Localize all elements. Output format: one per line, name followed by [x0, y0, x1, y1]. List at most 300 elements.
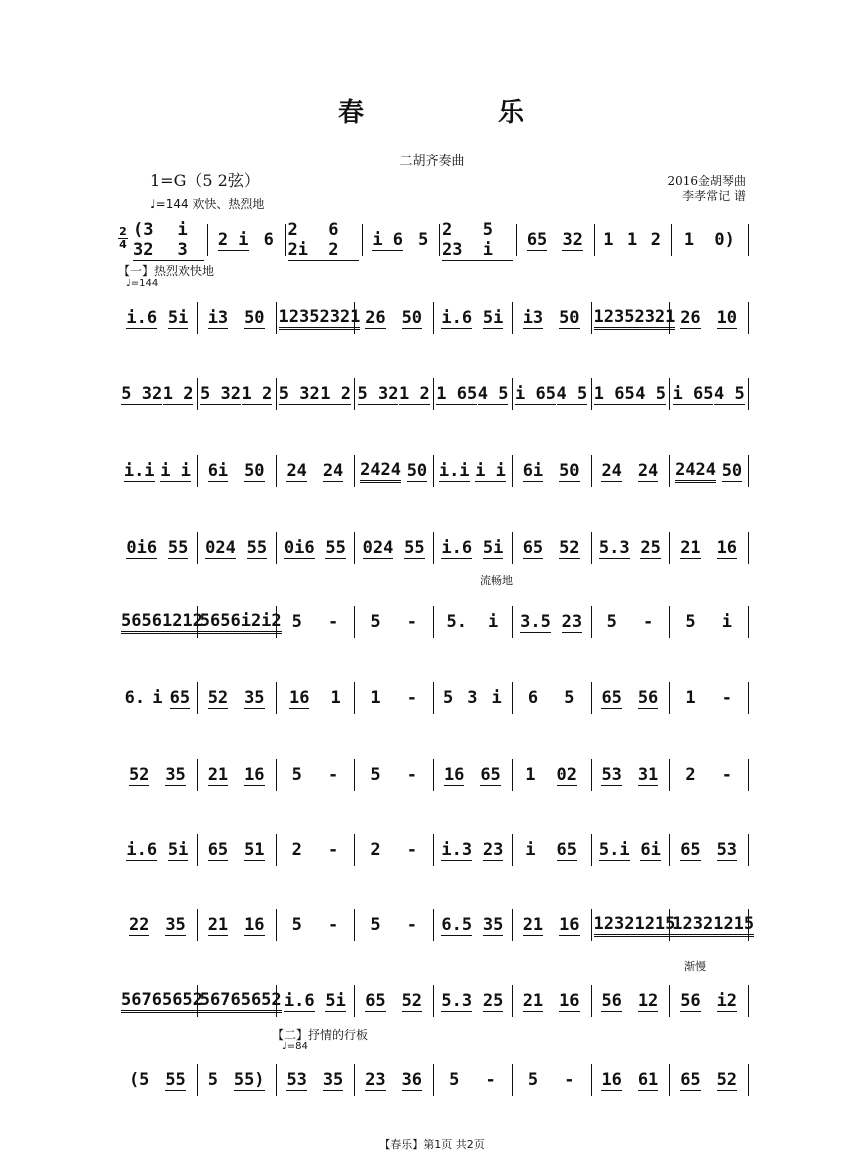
- bar-line: [748, 1064, 749, 1096]
- note-group: 0i6: [283, 537, 315, 558]
- note-group: 65: [680, 1069, 701, 1090]
- measure: [354, 536, 433, 560]
- note-group: 6.5: [441, 914, 473, 935]
- note-group: 2: [370, 840, 381, 860]
- subtitle: 二胡齐奏曲: [399, 154, 465, 169]
- note-group: 2 i: [217, 229, 249, 250]
- note-group: 1 2: [399, 383, 430, 404]
- measure: [118, 686, 197, 710]
- note-group: 35: [165, 764, 186, 785]
- measure: [433, 763, 512, 787]
- note-group: 21: [680, 537, 701, 558]
- score-row: [118, 453, 748, 493]
- note-group: 53: [286, 1069, 307, 1090]
- measure: [669, 536, 748, 560]
- measure: [207, 228, 284, 252]
- section-2-label: 【二】抒情的行板: [272, 1028, 369, 1042]
- note-group: 23: [561, 611, 583, 632]
- note-group: 50: [244, 307, 265, 328]
- note-group: i2: [716, 990, 738, 1011]
- measure: [354, 306, 433, 330]
- measure: [591, 306, 676, 330]
- note-group: 5i: [167, 307, 189, 328]
- note-group: -: [327, 840, 339, 860]
- note-group: 5i: [167, 839, 189, 860]
- measure: [354, 989, 433, 1013]
- measure: [197, 536, 276, 560]
- measure: [276, 459, 355, 483]
- note-group: 52: [559, 537, 580, 558]
- note-group: 1232: [594, 914, 635, 937]
- note-group: 31: [637, 764, 659, 785]
- measure: [433, 686, 512, 710]
- expression-flowing: 流畅地: [480, 574, 513, 587]
- measure: [591, 536, 670, 560]
- measure: [591, 763, 670, 787]
- score-row-notes: [118, 306, 748, 330]
- note-group: 5 32: [200, 383, 241, 404]
- measure: [512, 306, 591, 330]
- note-group: 52: [128, 764, 150, 785]
- note-group: 1215: [634, 914, 675, 937]
- bar-line: [748, 682, 749, 714]
- note-group: 22: [128, 914, 150, 935]
- note-group: 16: [559, 914, 580, 935]
- measure: [669, 838, 748, 862]
- expression-rit: 渐慢: [684, 960, 706, 973]
- measure: [354, 610, 433, 634]
- section-1-label: 【一】热烈欢快地: [118, 264, 215, 278]
- note-group: 1235: [279, 307, 320, 330]
- note-group: 5656: [121, 611, 162, 634]
- measure: [433, 1068, 512, 1092]
- note-group: i: [487, 612, 499, 632]
- note-group: i3: [207, 307, 229, 328]
- measure: [118, 610, 203, 634]
- note-group: i: [525, 840, 536, 860]
- note-group: 35: [482, 914, 504, 935]
- note-group: 0i6: [126, 537, 158, 558]
- note-group: 1: [627, 230, 638, 250]
- note-group: 25: [482, 990, 504, 1011]
- note-group: i.6: [441, 307, 473, 328]
- measure: [512, 536, 591, 560]
- note-group: 51: [244, 839, 265, 860]
- note-group: 55: [325, 537, 346, 558]
- note-group: 2 2i: [288, 220, 329, 261]
- note-group: 23: [365, 1069, 386, 1090]
- note-group: i.6: [283, 990, 315, 1011]
- note-group: 5: [291, 612, 302, 632]
- note-group: 50: [721, 460, 743, 481]
- note-group: 5 32: [357, 383, 399, 404]
- measure: [118, 838, 197, 862]
- measure: [591, 913, 676, 937]
- score-row-notes: [118, 536, 748, 560]
- measure: [276, 306, 361, 330]
- measure: [118, 1068, 197, 1092]
- measure: [197, 989, 282, 1013]
- measure: [354, 838, 433, 862]
- score-row: [118, 680, 748, 720]
- bar-line: [748, 759, 749, 791]
- note-group: 65: [680, 839, 701, 860]
- note-group: 2: [650, 230, 661, 250]
- page-footer: 【春乐】第1页 共2页: [379, 1138, 485, 1151]
- note-group: 26: [680, 307, 701, 328]
- note-group: -: [485, 1070, 496, 1090]
- note-group: 6i: [207, 460, 229, 481]
- note-group: 3.5: [520, 611, 551, 632]
- measure: [591, 1068, 670, 1092]
- note-group: 5 i: [483, 220, 514, 261]
- note-group: 024: [205, 537, 236, 558]
- note-group: 5.i: [598, 839, 630, 860]
- measure: [276, 686, 355, 710]
- note-group: 5: [291, 765, 302, 785]
- note-group: 50: [559, 307, 580, 328]
- measure: [439, 219, 516, 260]
- note-group: 5: [564, 688, 575, 708]
- note-group: i 65: [515, 383, 556, 404]
- measure: [594, 228, 671, 252]
- note-group: 56: [601, 990, 622, 1011]
- note-group: (3 32: [133, 220, 178, 261]
- measure: [276, 838, 355, 862]
- note-group: 36: [401, 1069, 423, 1090]
- note-group: 1: [685, 688, 696, 708]
- note-group: 50: [401, 307, 423, 328]
- measure: [433, 838, 512, 862]
- bar-line: [748, 302, 749, 334]
- score-row: [118, 219, 748, 262]
- measure: [512, 610, 591, 634]
- note-group: i.6: [126, 307, 158, 328]
- note-group: i 65: [672, 383, 714, 404]
- measure: [354, 1068, 433, 1092]
- note-group: 1235: [594, 307, 635, 330]
- measure: [512, 1068, 591, 1092]
- section-2-tempo: ♩=84: [282, 1041, 308, 1052]
- note-group: 024: [362, 537, 394, 558]
- note-group: 52: [716, 1069, 738, 1090]
- time-signature: [118, 226, 128, 251]
- note-group: 65: [207, 839, 229, 860]
- measure: [433, 536, 512, 560]
- note-group: 56: [637, 687, 659, 708]
- measure: [669, 686, 748, 710]
- note-group: i.3: [441, 839, 473, 860]
- note-group: 16: [244, 914, 265, 935]
- note-group: 5.3: [441, 990, 473, 1011]
- note-group: 5: [370, 612, 381, 632]
- note-group: -: [564, 1070, 575, 1090]
- measure: [354, 382, 433, 406]
- title-char-2: 乐: [497, 98, 526, 128]
- measure: [512, 763, 591, 787]
- transcriber-info: 李孝常记 谱: [682, 189, 746, 203]
- measure: [512, 382, 591, 406]
- note-group: -: [406, 915, 417, 935]
- note-group: 6: [263, 230, 274, 250]
- measure: [669, 382, 748, 406]
- note-group: 24: [286, 460, 307, 481]
- measure: [276, 763, 355, 787]
- note-group: 6 2: [328, 220, 359, 261]
- note-group: 5: [685, 612, 696, 632]
- note-group: 65: [365, 990, 386, 1011]
- score-row-notes: [118, 1068, 748, 1092]
- note-group: 5: [418, 230, 429, 250]
- measure: [118, 989, 203, 1013]
- measure: [433, 306, 512, 330]
- tempo-marking: ♩=144 欢快、热烈地: [150, 197, 265, 211]
- time-signature-bottom: 4: [119, 238, 127, 251]
- time-signature-top: 2: [119, 225, 127, 238]
- note-group: -: [721, 765, 732, 785]
- note-group: -: [642, 612, 654, 632]
- score-row: [118, 300, 748, 340]
- measure: [669, 610, 748, 634]
- measure: [512, 459, 591, 483]
- score-row: [118, 983, 748, 1023]
- note-group: 2: [685, 765, 696, 785]
- note-group: 6i: [640, 839, 661, 860]
- note-group: 50: [559, 460, 580, 481]
- title-char-1: 春: [337, 98, 366, 128]
- measure: [516, 228, 593, 252]
- note-group: 53: [601, 764, 622, 785]
- note-group: 24: [637, 460, 659, 481]
- note-group: 1 65: [593, 383, 635, 404]
- measure: [118, 382, 197, 406]
- measure: [591, 838, 670, 862]
- note-group: 52: [207, 687, 229, 708]
- measure: [197, 838, 276, 862]
- note-group: 21: [207, 764, 229, 785]
- measure: [669, 989, 748, 1013]
- measure: [669, 1068, 748, 1092]
- note-group: 6: [527, 688, 539, 708]
- measure: [276, 989, 355, 1013]
- note-group: 65: [522, 537, 544, 558]
- measure: [512, 913, 591, 937]
- bar-line: [748, 224, 749, 256]
- measure: [512, 989, 591, 1013]
- score-row-notes: [118, 610, 748, 634]
- note-group: 55): [233, 1069, 265, 1090]
- measure: [354, 913, 433, 937]
- note-group: i i: [160, 460, 191, 481]
- note-group: 12: [637, 990, 659, 1011]
- measure: [669, 913, 755, 937]
- note-group: 55: [404, 537, 425, 558]
- measure: [130, 219, 207, 260]
- note-group: 65: [601, 687, 622, 708]
- score-row-notes: [130, 219, 748, 260]
- note-group: 55: [246, 537, 268, 558]
- note-group: i: [491, 688, 502, 708]
- note-group: 35: [322, 1069, 344, 1090]
- note-group: 5656: [200, 611, 241, 634]
- note-group: 6.: [124, 688, 146, 708]
- note-group: 1: [370, 688, 381, 708]
- measure: [197, 1068, 276, 1092]
- measure: [118, 763, 197, 787]
- note-group: 61: [637, 1069, 659, 1090]
- note-group: 16: [443, 764, 465, 785]
- note-group: 2424: [360, 460, 401, 483]
- note-group: 2 23: [442, 220, 483, 261]
- score-row: [118, 530, 748, 570]
- note-group: 5i: [325, 990, 346, 1011]
- note-group: 16: [289, 687, 310, 708]
- note-group: 5: [527, 1070, 539, 1090]
- note-group: 35: [244, 687, 265, 708]
- measure: [118, 459, 197, 483]
- note-group: 1232: [672, 914, 713, 937]
- bar-line: [748, 985, 749, 1017]
- note-group: 26: [365, 307, 386, 328]
- note-group: 21: [522, 914, 544, 935]
- measure: [591, 989, 670, 1013]
- note-group: 6i: [522, 460, 544, 481]
- note-group: 1: [683, 230, 695, 250]
- note-group: -: [406, 612, 417, 632]
- score-row: [118, 907, 755, 947]
- note-group: 52: [401, 990, 423, 1011]
- note-group: 16: [601, 1069, 622, 1090]
- key-signature: 1=G（5 2弦）: [150, 171, 260, 190]
- note-group: i2i2: [241, 611, 282, 634]
- measure: [354, 763, 433, 787]
- bar-line: [748, 532, 749, 564]
- measure: [276, 382, 355, 406]
- measure: [118, 306, 197, 330]
- note-group: 5676: [121, 990, 162, 1013]
- score-row: [118, 376, 748, 416]
- note-group: 65: [526, 229, 548, 250]
- note-group: i: [721, 612, 732, 632]
- measure: [433, 459, 512, 483]
- measure: [276, 536, 355, 560]
- note-group: -: [327, 915, 339, 935]
- measure: [669, 763, 748, 787]
- note-group: 5: [606, 612, 617, 632]
- measure: [197, 913, 276, 937]
- note-group: 5: [207, 1070, 218, 1090]
- note-group: 2321: [319, 307, 360, 330]
- measure: [197, 459, 276, 483]
- note-group: 50: [406, 460, 428, 481]
- note-group: 55: [167, 537, 189, 558]
- note-group: 21: [522, 990, 544, 1011]
- measure: [362, 228, 439, 252]
- note-group: 4 5: [635, 383, 666, 404]
- note-group: i3: [522, 307, 544, 328]
- score-row-notes: [118, 382, 748, 406]
- note-group: 16: [716, 537, 738, 558]
- note-group: i.i: [438, 460, 470, 481]
- note-group: 1 2: [320, 383, 351, 404]
- measure: [197, 610, 282, 634]
- measure: [197, 763, 276, 787]
- measure: [276, 913, 355, 937]
- note-group: 2424: [675, 460, 716, 483]
- note-group: 5i: [482, 307, 504, 328]
- measure: [197, 686, 276, 710]
- note-group: 4 5: [477, 383, 509, 404]
- note-group: 1: [330, 688, 341, 708]
- note-group: 65: [480, 764, 501, 785]
- measure: [433, 610, 512, 634]
- note-group: 50: [244, 460, 265, 481]
- score-row: [118, 832, 748, 872]
- note-group: i: [152, 688, 163, 708]
- note-group: 35: [165, 914, 186, 935]
- score-row-notes: [118, 686, 748, 710]
- measure: [197, 306, 276, 330]
- score-row: [118, 757, 748, 797]
- score-row-notes: [118, 913, 755, 937]
- note-group: 23: [482, 839, 504, 860]
- note-group: 5.: [446, 612, 467, 632]
- bar-line: [748, 455, 749, 487]
- note-group: 2: [291, 840, 302, 860]
- note-group: 21: [207, 914, 229, 935]
- note-group: -: [327, 765, 339, 785]
- page-title: [0, 92, 864, 129]
- measure: [433, 989, 512, 1013]
- measure: [118, 913, 197, 937]
- note-group: i.i: [123, 460, 155, 481]
- note-group: 16: [244, 764, 265, 785]
- section-1-tempo: ♩=144: [126, 278, 159, 289]
- note-group: 1 2: [162, 383, 194, 404]
- note-group: i.6: [126, 839, 158, 860]
- note-group: 1212: [162, 611, 203, 634]
- note-group: 02: [556, 764, 577, 785]
- score-row-notes: [118, 459, 748, 483]
- measure: [512, 686, 591, 710]
- measure: [591, 459, 670, 483]
- score-row-notes: [118, 838, 748, 862]
- measure: [197, 382, 276, 406]
- note-group: i 6: [372, 229, 404, 250]
- note-group: 5: [443, 688, 454, 708]
- note-group: 25: [640, 537, 661, 558]
- note-group: 5652: [162, 990, 203, 1013]
- note-group: 5652: [241, 990, 282, 1013]
- score-row-notes: [118, 763, 748, 787]
- note-group: 4 5: [714, 383, 745, 404]
- note-group: 1 2: [241, 383, 273, 404]
- measure: [669, 459, 748, 483]
- note-group: 1: [603, 230, 614, 250]
- measure: [669, 306, 748, 330]
- score-row: [118, 604, 748, 644]
- bar-line: [748, 606, 749, 638]
- note-group: (5: [128, 1070, 150, 1090]
- note-group: 5: [370, 915, 381, 935]
- note-group: 5i: [482, 537, 504, 558]
- measure: [591, 686, 670, 710]
- measure: [276, 1068, 355, 1092]
- note-group: -: [406, 765, 417, 785]
- note-group: i.6: [441, 537, 473, 558]
- note-group: -: [327, 612, 339, 632]
- measure: [285, 219, 362, 260]
